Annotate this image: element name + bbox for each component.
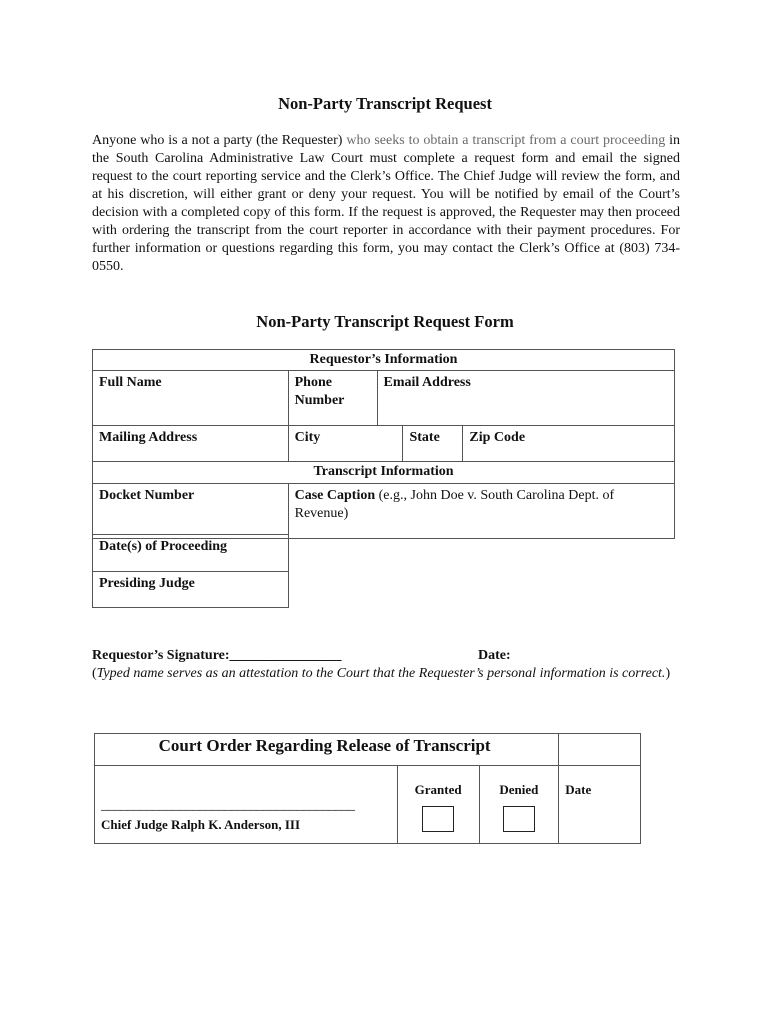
mailing-address-field[interactable]: Mailing Address	[93, 426, 289, 462]
signature-date-field[interactable]: Date:	[478, 648, 511, 663]
zip-code-field[interactable]: Zip Code	[463, 426, 675, 462]
requestor-info-header: Requestor’s Information	[93, 350, 675, 371]
signature-note: (Typed name serves as an attestation to the Court that the Requester’s personal information is correct.)	[92, 666, 671, 681]
city-field[interactable]: City	[288, 426, 403, 462]
dates-of-proceeding-field[interactable]: Date(s) of Proceeding	[93, 535, 289, 572]
order-date-label: Date	[565, 782, 592, 797]
case-caption-hint: (e.g., John Doe v. South Carolina Dept. of Revenue)	[294, 488, 615, 521]
court-order-title: Court Order Regarding Release of Transcript	[95, 734, 559, 766]
email-address-field[interactable]: Email Address	[377, 371, 674, 426]
court-order-table	[94, 733, 641, 844]
presiding-judge-field[interactable]: Presiding Judge	[93, 572, 289, 608]
case-caption-field[interactable]	[288, 484, 674, 539]
granted-checkbox[interactable]	[422, 806, 454, 832]
requestor-signature-field[interactable]: Requestor’s Signature:________________	[92, 648, 342, 663]
transcript-info-header: Transcript Information	[93, 462, 675, 484]
order-date-cell[interactable]	[559, 766, 641, 844]
judge-name: Chief Judge Ralph K. Anderson, III	[101, 817, 301, 832]
judge-signature-line: _______________________________________	[101, 798, 355, 813]
granted-cell	[397, 766, 479, 844]
full-name-field[interactable]: Full Name	[93, 371, 289, 426]
intro-text-gray: who seeks to obtain a transcript from a court proceeding	[346, 133, 666, 148]
signature-block	[92, 647, 682, 683]
intro-paragraph	[92, 132, 680, 276]
case-caption-label: Case Caption	[294, 488, 376, 503]
state-field[interactable]: State	[403, 426, 463, 462]
proceeding-info-table	[92, 534, 289, 608]
intro-text-rest: in the South Carolina Administrative Law Court must complete a request form and email the signed request to the court reporting service and the Clerk’s Office. The Chief Judge will review the form, and at his discretion, will either grant or deny your request. You will be notified by email of the Court’s decision with a completed copy of this form. If the request is approved, the Requester may then proceed with ordering the transcript from the court reporter in accordance with their payment procedures. For further information or questions regarding this form, you may contact the Clerk’s Office at (803) 734-0550.	[92, 133, 681, 274]
intro-text-start: Anyone who is a not a party (the Requester)	[92, 133, 347, 148]
page-title: Non-Party Transcript Request	[278, 94, 492, 113]
denied-checkbox[interactable]	[503, 806, 535, 832]
judge-signature-cell[interactable]	[95, 766, 398, 844]
denied-label: Denied	[499, 782, 539, 797]
form-title: Non-Party Transcript Request Form	[256, 312, 514, 331]
signature-note-text: Typed name serves as an attestation to the Court that the Requester’s personal information is correct.	[96, 666, 666, 681]
phone-number-field[interactable]: Phone Number	[288, 371, 377, 426]
denied-cell	[479, 766, 559, 844]
requestor-info-table	[92, 349, 675, 539]
docket-number-field[interactable]: Docket Number	[93, 484, 289, 539]
granted-label: Granted	[414, 782, 462, 797]
